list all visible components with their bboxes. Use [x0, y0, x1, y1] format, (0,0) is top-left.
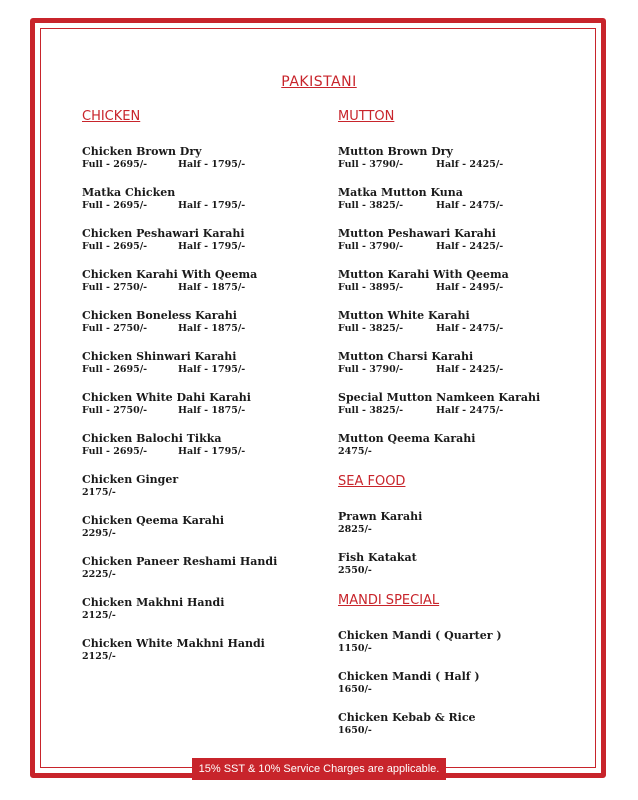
left-column [82, 108, 332, 678]
section-title-mandi: MANDI SPECIAL [338, 593, 440, 608]
menu-item-name: Fish Katakat [338, 551, 417, 564]
menu-item [82, 596, 332, 622]
menu-item-name: Chicken Shinwari Karahi [82, 350, 237, 363]
menu-item [82, 145, 332, 171]
menu-item [82, 514, 332, 540]
menu-item-price: 2125/- [82, 610, 116, 621]
menu-item [338, 186, 588, 212]
menu-item-name: Chicken Mandi ( Quarter ) [338, 629, 502, 642]
menu-item [338, 670, 588, 696]
menu-item-name: Chicken White Makhni Handi [82, 637, 265, 650]
menu-item-price [82, 281, 332, 294]
menu-item-name: Matka Chicken [82, 186, 176, 199]
menu-item-name: Mutton Peshawari Karahi [338, 227, 496, 240]
price-half: Half - 1795/- [178, 446, 246, 457]
menu-item [338, 551, 588, 577]
menu-item [338, 391, 588, 417]
menu-item-price [338, 281, 588, 294]
menu-item-name: Chicken Boneless Karahi [82, 309, 237, 322]
menu-item-price: 2125/- [82, 651, 116, 662]
menu-item-name: Matka Mutton Kuna [338, 186, 463, 199]
menu-item [82, 473, 332, 499]
chicken-list [82, 145, 332, 663]
price-half: Half - 2475/- [436, 405, 504, 416]
price-half: Half - 1795/- [178, 200, 246, 211]
price-half: Half - 1795/- [178, 364, 246, 375]
menu-item [338, 268, 588, 294]
section-title-seafood: SEA FOOD [338, 474, 406, 489]
menu-item-price [82, 404, 332, 417]
menu-item-name: Chicken Kebab & Rice [338, 711, 476, 724]
price-half: Half - 1875/- [178, 405, 246, 416]
price-full: Full - 3790/- [338, 241, 404, 252]
price-full: Full - 2695/- [82, 446, 148, 457]
price-half: Half - 2475/- [436, 323, 504, 334]
menu-item [338, 629, 588, 655]
menu-item-price: 2475/- [338, 446, 372, 457]
menu-item [82, 432, 332, 458]
price-full: Full - 3825/- [338, 323, 404, 334]
menu-item-price: 2825/- [338, 524, 372, 535]
price-full: Full - 2695/- [82, 200, 148, 211]
menu-item-price [82, 158, 332, 171]
menu-item [82, 186, 332, 212]
menu-item [338, 432, 588, 458]
menu-item-price [82, 240, 332, 253]
menu-item-name: Chicken Makhni Handi [82, 596, 225, 609]
menu-item [338, 510, 588, 536]
menu-item [82, 391, 332, 417]
menu-item-name: Prawn Karahi [338, 510, 423, 523]
menu-item-name: Chicken Balochi Tikka [82, 432, 222, 445]
menu-item-price [338, 322, 588, 335]
right-column [338, 108, 588, 752]
menu-item-name: Chicken Paneer Reshami Handi [82, 555, 278, 568]
menu-item-name: Mutton Charsi Karahi [338, 350, 474, 363]
price-half: Half - 1875/- [178, 323, 246, 334]
menu-item-price [338, 240, 588, 253]
price-full: Full - 3825/- [338, 200, 404, 211]
menu-item [82, 268, 332, 294]
section-title-chicken: CHICKEN [82, 109, 141, 124]
menu-item-name: Mutton White Karahi [338, 309, 470, 322]
price-full: Full - 2695/- [82, 159, 148, 170]
menu-item-price [338, 363, 588, 376]
price-full: Full - 3790/- [338, 159, 404, 170]
menu-item [82, 309, 332, 335]
menu-item-name: Mutton Brown Dry [338, 145, 453, 158]
menu-item-price: 1150/- [338, 643, 372, 654]
mandi-list [338, 629, 588, 737]
mutton-list [338, 145, 588, 458]
price-half: Half - 1795/- [178, 241, 246, 252]
section-title-mutton: MUTTON [338, 109, 395, 124]
price-half: Half - 2425/- [436, 159, 504, 170]
price-half: Half - 2425/- [436, 241, 504, 252]
menu-item-name: Chicken Mandi ( Half ) [338, 670, 480, 683]
menu-item [338, 309, 588, 335]
menu-item [338, 145, 588, 171]
menu-item-name: Mutton Karahi With Qeema [338, 268, 509, 281]
menu-item-price [338, 404, 588, 417]
menu-item-price [82, 199, 332, 212]
menu-item-price [82, 322, 332, 335]
menu-item-price: 1650/- [338, 684, 372, 695]
menu-item [82, 350, 332, 376]
price-half: Half - 2475/- [436, 200, 504, 211]
price-half: Half - 2495/- [436, 282, 504, 293]
menu-item-name: Chicken Brown Dry [82, 145, 202, 158]
menu-item [338, 227, 588, 253]
price-full: Full - 3790/- [338, 364, 404, 375]
menu-item [338, 350, 588, 376]
menu-item-name: Mutton Qeema Karahi [338, 432, 476, 445]
service-charge-notice: 15% SST & 10% Service Charges are applicable. [192, 758, 446, 780]
price-full: Full - 2750/- [82, 282, 148, 293]
menu-item-price: 2295/- [82, 528, 116, 539]
price-full: Full - 3895/- [338, 282, 404, 293]
menu-item-name: Chicken Peshawari Karahi [82, 227, 245, 240]
price-half: Half - 1875/- [178, 282, 246, 293]
menu-item-price [82, 363, 332, 376]
price-full: Full - 2695/- [82, 364, 148, 375]
seafood-list [338, 510, 588, 577]
menu-item-name: Special Mutton Namkeen Karahi [338, 391, 541, 404]
page-title: PAKISTANI [281, 74, 357, 90]
menu-item-price: 2225/- [82, 569, 116, 580]
menu-item-price [338, 199, 588, 212]
menu-item [82, 555, 332, 581]
menu-item-price [82, 445, 332, 458]
menu-item-name: Chicken White Dahi Karahi [82, 391, 251, 404]
menu-item [338, 711, 588, 737]
menu-item [82, 637, 332, 663]
price-half: Half - 2425/- [436, 364, 504, 375]
menu-item-price: 1650/- [338, 725, 372, 736]
menu-item [82, 227, 332, 253]
price-full: Full - 3825/- [338, 405, 404, 416]
menu-item-name: Chicken Qeema Karahi [82, 514, 225, 527]
menu-item-name: Chicken Ginger [82, 473, 179, 486]
menu-item-name: Chicken Karahi With Qeema [82, 268, 258, 281]
price-half: Half - 1795/- [178, 159, 246, 170]
price-full: Full - 2750/- [82, 323, 148, 334]
price-full: Full - 2695/- [82, 241, 148, 252]
menu-item-price: 2175/- [82, 487, 116, 498]
menu-item-price: 2550/- [338, 565, 372, 576]
menu-item-price [338, 158, 588, 171]
price-full: Full - 2750/- [82, 405, 148, 416]
